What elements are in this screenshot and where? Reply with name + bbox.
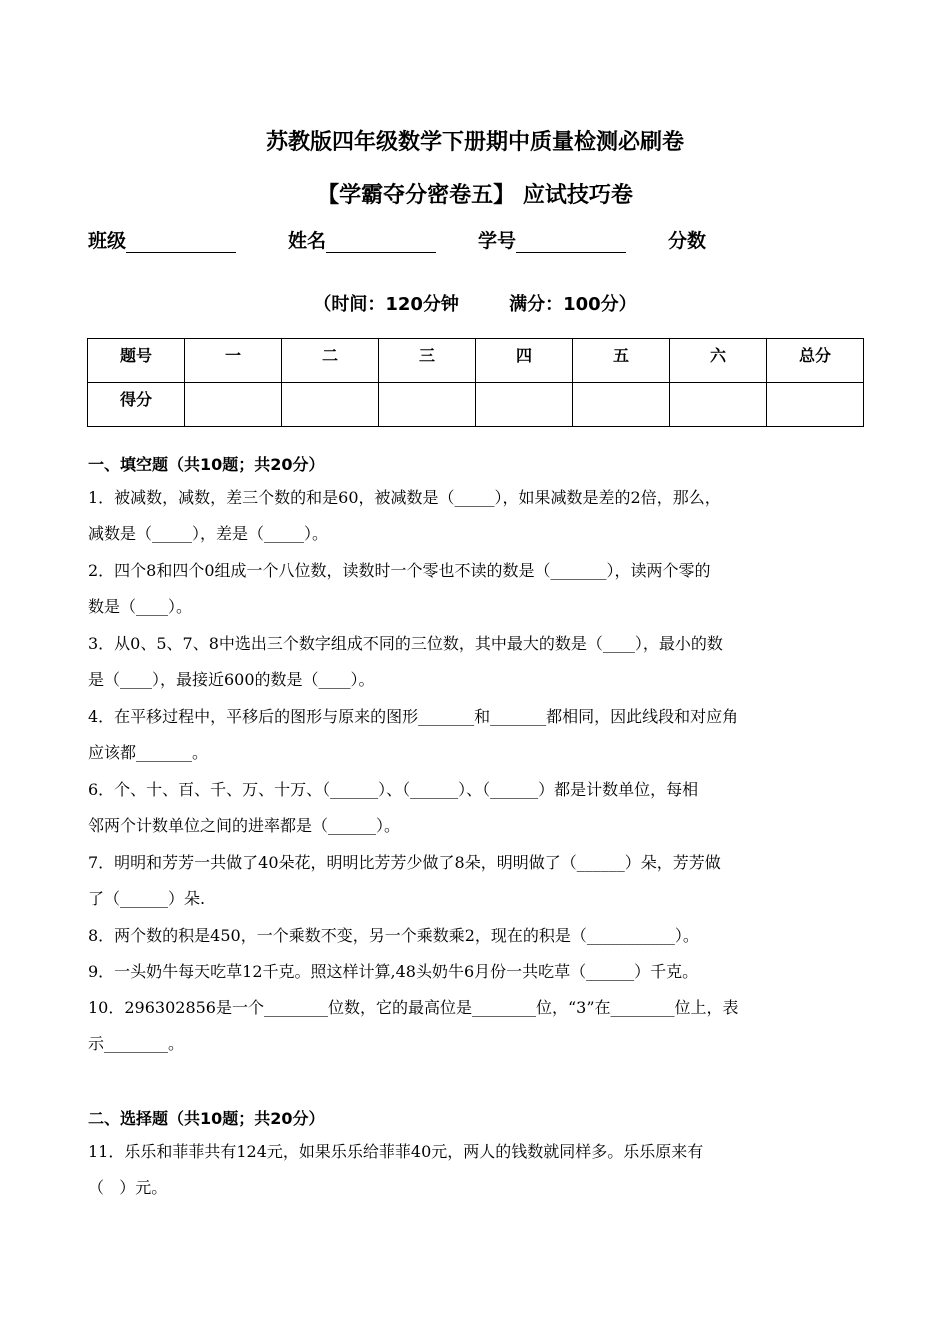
question-4: 4．在平移过程中，平移后的图形与原来的图形_______和_______都相同，因此线段和对应角 应该都_______。 — [88, 707, 739, 762]
student-info-row — [88, 226, 888, 256]
score-header-cell: 二 — [282, 339, 379, 383]
score-cell — [476, 383, 573, 427]
score-header-cell: 一 — [185, 339, 282, 383]
score-cell — [379, 383, 476, 427]
score-table — [87, 338, 864, 427]
class-blank — [126, 232, 236, 253]
question-3: 3．从0、5、7、8中选出三个数字组成不同的三位数，其中最大的数是（____），最小的数 是（____），最接近600的数是（____）。 — [88, 634, 723, 689]
name-label: 姓名 — [288, 230, 327, 252]
section-1-heading: 一、填空题（共10题；共20分） — [88, 455, 325, 474]
question-7: 7．明明和芳芳一共做了40朵花，明明比芳芳少做了8朵，明明做了（______）朵，芳芳做 了（______）朵. — [88, 853, 721, 908]
id-field — [478, 226, 626, 253]
score-header-cell: 六 — [670, 339, 767, 383]
score-cell — [573, 383, 670, 427]
score-label: 分数 — [668, 230, 707, 252]
name-field — [288, 226, 436, 253]
question-9: 9．一头奶牛每天吃草12千克。照这样计算,48头奶牛6月份一共吃草（______）千克。 — [88, 962, 699, 981]
question-1: 1．被减数，减数，差三个数的和是60，被减数是（_____），如果减数是差的2倍，那么， 减数是（_____），差是（_____）。 — [88, 488, 721, 543]
score-header-cell: 题号 — [88, 339, 185, 383]
id-blank — [516, 232, 626, 253]
score-header-cell: 总分 — [767, 339, 864, 383]
section-2-heading: 二、选择题（共10题；共20分） — [88, 1109, 325, 1128]
question-11: 11．乐乐和菲菲共有124元，如果乐乐给菲菲40元，两人的钱数就同样多。乐乐原来有 （ ）元。 — [88, 1142, 704, 1197]
score-table-header-row — [88, 339, 864, 383]
score-header-cell: 五 — [573, 339, 670, 383]
class-field — [88, 226, 236, 253]
score-cell — [282, 383, 379, 427]
id-label: 学号 — [478, 230, 517, 252]
class-label: 班级 — [88, 230, 127, 252]
score-cell — [670, 383, 767, 427]
question-8: 8．两个数的积是450，一个乘数不变，另一个乘数乘2，现在的积是（___________）。 — [88, 926, 699, 945]
score-table-score-row — [88, 383, 864, 427]
score-cell — [767, 383, 864, 427]
question-10: 10．296302856是一个________位数，它的最高位是________位，“3”在________位上，表 示________。 — [88, 998, 739, 1053]
exam-title: 苏教版四年级数学下册期中质量检测必刷卷 — [265, 130, 684, 155]
name-blank — [326, 232, 436, 253]
score-row-label: 得分 — [88, 383, 185, 427]
question-2: 2．四个8和四个0组成一个八位数，读数时一个零也不读的数是（_______），读两个零的 数是（____）。 — [88, 561, 711, 616]
score-header-cell: 三 — [379, 339, 476, 383]
exam-subtitle: 【学霸夺分密卷五】 应试技巧卷 — [317, 183, 633, 208]
question-6: 6．个、十、百、千、万、十万、（______）、（______）、（______）都是计数单位，每相 邻两个计数单位之间的进率都是（______）。 — [88, 780, 699, 835]
score-header-cell: 四 — [476, 339, 573, 383]
time-and-score-line: （时间：120分钟 满分：100分） — [313, 294, 637, 315]
score-cell — [185, 383, 282, 427]
